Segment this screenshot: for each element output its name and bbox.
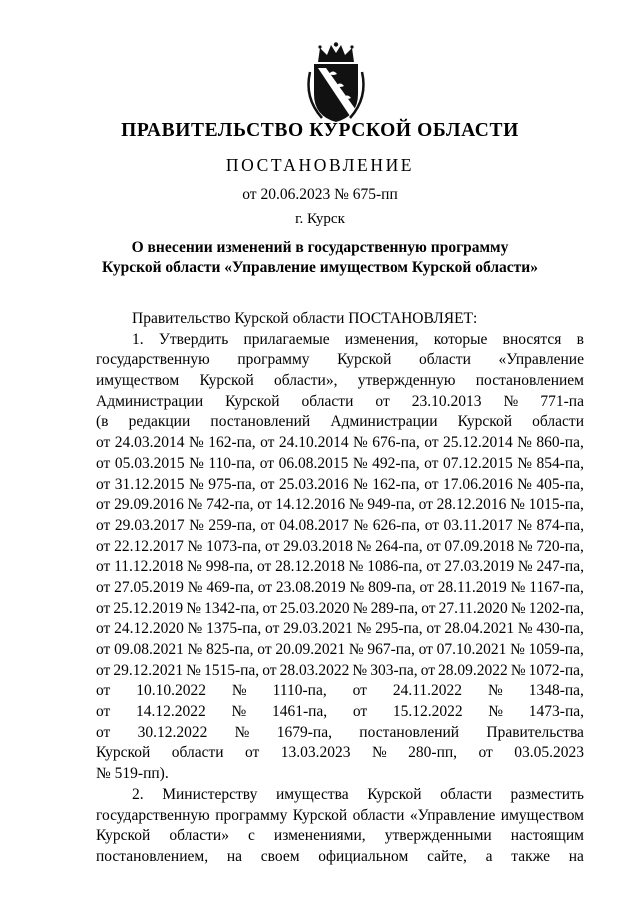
word: 17.06.2016: [442, 475, 513, 493]
word: 29.03.2021: [283, 620, 353, 638]
government-title: ПРАВИТЕЛЬСТВО КУРСКОЙ ОБЛАСТИ: [121, 120, 519, 141]
word: государственную: [96, 806, 210, 824]
word: №: [348, 558, 364, 576]
word: №: [488, 703, 504, 721]
word: Правительства: [486, 723, 584, 741]
word: с: [247, 827, 255, 845]
word: также: [511, 847, 551, 865]
word: №: [187, 496, 203, 514]
word: от: [96, 537, 111, 555]
word: 05.03.2015: [114, 454, 185, 472]
word: прилагаемые: [243, 330, 330, 348]
word: от: [96, 558, 111, 576]
word: от: [96, 620, 111, 638]
word: 1473-па,: [528, 703, 584, 721]
body-text-line: [96, 371, 584, 392]
word: №: [188, 475, 204, 493]
word: (в: [96, 413, 109, 431]
word: программу: [215, 806, 288, 824]
word: 29.03.2017: [114, 516, 185, 534]
word: 28.03.2022: [279, 661, 350, 679]
word: утвержденную: [357, 372, 456, 390]
word: №: [353, 475, 368, 493]
word: №: [510, 496, 525, 514]
word: №: [510, 578, 526, 596]
word: 11.12.2018: [114, 558, 184, 576]
word: 25.12.2019: [113, 599, 184, 617]
body-text-line: [96, 516, 584, 537]
word: 29.09.2016: [114, 496, 184, 514]
word: Курской: [96, 827, 151, 845]
word: от: [96, 723, 111, 741]
body-text-line: [96, 681, 584, 702]
word: от: [419, 578, 434, 596]
word: 25.03.2020: [279, 599, 350, 617]
word: 1086-па,: [367, 558, 423, 576]
word: а: [485, 847, 493, 865]
body-text-line: [96, 392, 584, 413]
word: 825-па,: [206, 641, 254, 658]
word: области: [301, 392, 354, 410]
word: от: [265, 537, 280, 555]
body-text-line: [96, 330, 584, 351]
word: от: [265, 620, 280, 638]
word: №: [188, 434, 204, 452]
word: №: [487, 682, 503, 700]
word: области: [352, 806, 405, 824]
word: от: [256, 558, 272, 576]
word: №: [349, 578, 365, 596]
word: Утвердить: [158, 330, 229, 348]
word: постановлений: [210, 413, 311, 431]
word: Администрации: [330, 413, 438, 431]
word: от: [421, 599, 436, 617]
word: №: [189, 454, 204, 472]
word: 10.10.2022: [136, 682, 206, 700]
word: от: [375, 392, 390, 410]
word: от: [257, 496, 272, 514]
word: 1015-па,: [528, 496, 584, 514]
word: №: [353, 434, 368, 452]
word: настоящим: [510, 827, 584, 845]
body-text-line: [96, 537, 584, 558]
word: от: [96, 475, 111, 493]
word: от: [352, 682, 367, 700]
word: 20.09.2021: [275, 641, 346, 658]
word: 09.08.2021: [114, 641, 184, 658]
word: 264-па,: [375, 537, 423, 555]
word: 2.: [132, 785, 144, 803]
word: от: [259, 454, 275, 472]
word: 28.12.2016: [436, 496, 507, 514]
word: 25.12.2014: [442, 434, 513, 452]
word: 28.12.2018: [275, 558, 345, 576]
word: изменениями,: [273, 827, 366, 845]
word: 874-па,: [536, 516, 584, 534]
word: 854-па,: [536, 454, 584, 472]
body-text-line: [96, 433, 584, 454]
word: утвержденными: [384, 827, 492, 845]
word: 24.12.2020: [114, 620, 184, 638]
word: от: [262, 661, 277, 679]
word: Министерству: [162, 785, 258, 803]
word: 1167-па,: [529, 578, 584, 596]
body-text-line: [96, 599, 584, 620]
word: на: [568, 847, 584, 865]
word: №: [353, 516, 369, 534]
word: №: [352, 661, 368, 679]
word: 24.03.2014: [114, 434, 185, 452]
word: области: [171, 744, 224, 762]
word: Курской: [96, 744, 151, 762]
word: Курской: [199, 372, 254, 390]
word: 1375-па,: [206, 620, 262, 638]
word: 25.03.2016: [278, 475, 349, 493]
body-text-line: [96, 454, 584, 475]
body-text-line: [96, 723, 584, 744]
body-text-line: [96, 806, 584, 827]
word: редакции: [128, 413, 191, 431]
body-text-line: [96, 557, 584, 578]
word: 295-па,: [375, 620, 423, 638]
word: от: [260, 475, 275, 493]
word: №: [517, 620, 533, 638]
word: №: [186, 599, 202, 617]
word: 28.09.2022: [438, 661, 508, 679]
body-text-line: [96, 743, 584, 764]
word: №: [356, 620, 372, 638]
word: №: [517, 537, 533, 555]
word: области»,: [274, 372, 338, 390]
word: от: [478, 744, 493, 762]
subject-line: Курской области «Управление имуществом Курской области»: [102, 259, 538, 276]
word: №: [356, 537, 372, 555]
word: 23.08.2019: [275, 578, 346, 596]
word: 14.12.2016: [275, 496, 346, 514]
word: 430-па,: [536, 620, 584, 638]
word: №: [510, 641, 525, 658]
word: в: [576, 330, 584, 348]
word: 289-па,: [370, 599, 419, 617]
word: от: [96, 599, 111, 617]
word: вносятся: [502, 330, 562, 348]
word: 110-па,: [208, 454, 256, 472]
word: 1342-па,: [204, 599, 260, 617]
word: постановлений: [359, 723, 460, 741]
body-text-line: Правительство Курской области ПОСТАНОВЛЯЕТ:: [132, 310, 478, 327]
word: от: [420, 661, 436, 679]
word: области»: [169, 827, 229, 845]
word: от: [424, 516, 440, 534]
word: №: [348, 641, 364, 658]
word: от: [418, 496, 433, 514]
document-subject: [0, 238, 640, 278]
word: от: [424, 475, 439, 493]
document-city: г. Курск: [295, 211, 345, 227]
word: №: [234, 723, 250, 741]
subject-line: О внесении изменений в государственную программу: [131, 239, 509, 256]
word: от: [257, 641, 272, 658]
word: от: [96, 661, 111, 679]
word: 04.08.2017: [279, 516, 349, 534]
word: 998-па,: [205, 558, 254, 576]
word: 280-пп,: [408, 744, 458, 762]
word: №: [187, 537, 203, 555]
word: 14.12.2022: [136, 703, 206, 721]
word: №: [348, 496, 364, 514]
word: №: [510, 661, 526, 679]
word: 27.11.2020: [438, 599, 508, 617]
word: 949-па,: [367, 496, 415, 514]
word: 15.12.2022: [392, 703, 463, 721]
word: от: [245, 744, 260, 762]
word: от: [96, 641, 111, 658]
word: 259-па,: [208, 516, 256, 534]
word: №: [517, 475, 532, 493]
word: 27.05.2019: [114, 578, 184, 596]
word: 1679-па,: [276, 723, 332, 741]
word: 405-па,: [536, 475, 584, 493]
word: которые: [433, 330, 488, 348]
word: №: [517, 434, 532, 452]
word: от: [96, 578, 111, 596]
body-text-line: [96, 640, 584, 661]
document-type: ПОСТАНОВЛЕНИЕ: [225, 155, 415, 175]
word: от: [96, 703, 111, 721]
word: имущества: [275, 785, 349, 803]
word: 1348-па,: [528, 682, 584, 700]
word: разместить: [510, 785, 584, 803]
word: от: [426, 537, 441, 555]
word: 07.12.2015: [442, 454, 513, 472]
word: своем: [260, 847, 300, 865]
word: 23.10.2013: [411, 392, 482, 410]
word: от: [426, 620, 441, 638]
word: 1202-па,: [528, 599, 584, 617]
word: государственную: [96, 351, 210, 369]
word: 27.03.2019: [444, 558, 515, 576]
word: Курской: [292, 806, 348, 824]
body-text-line: [96, 350, 584, 371]
word: от: [260, 516, 275, 534]
word: №: [517, 558, 533, 576]
word: №: [352, 599, 368, 617]
word: 1461-па,: [271, 703, 328, 721]
document-date-number: от 20.06.2023 № 675-пп: [242, 186, 398, 203]
word: 24.10.2014: [278, 434, 349, 452]
word: 1072-па,: [528, 661, 584, 679]
word: от: [418, 641, 433, 658]
word: 1.: [132, 330, 144, 348]
word: 03.11.2017: [443, 516, 513, 534]
word: от: [260, 434, 275, 452]
word: на: [226, 847, 243, 865]
word: от: [96, 516, 111, 534]
word: 771-па: [540, 392, 584, 410]
word: 162-па,: [372, 475, 420, 493]
word: 860-па,: [536, 434, 584, 452]
word: 13.03.2023: [280, 744, 351, 762]
body-text-line: [96, 847, 584, 868]
word: №: [231, 703, 247, 721]
word: №: [503, 392, 519, 410]
word: №: [510, 599, 526, 617]
word: 742-па,: [206, 496, 254, 514]
word: №: [189, 516, 204, 534]
word: 676-па,: [372, 434, 420, 452]
word: официальном: [318, 847, 409, 865]
word: имуществом: [500, 806, 584, 824]
word: от: [96, 682, 111, 700]
word: 07.09.2018: [444, 537, 515, 555]
word: 1073-па,: [206, 537, 262, 555]
word: 28.04.2021: [444, 620, 515, 638]
word: Курской: [337, 351, 392, 369]
word: 31.12.2015: [114, 475, 185, 493]
word: 28.11.2019: [437, 578, 507, 596]
body-text-line: [96, 619, 584, 640]
word: 247-па,: [536, 558, 584, 576]
word: изменения,: [344, 330, 419, 348]
word: 469-па,: [206, 578, 254, 596]
word: №: [517, 454, 532, 472]
word: 162-па,: [208, 434, 256, 452]
body-text-line: [96, 702, 584, 723]
word: постановлением: [475, 372, 584, 390]
word: Курской: [225, 392, 280, 410]
word: №: [517, 516, 532, 534]
body-text-line: [96, 785, 584, 806]
word: области: [440, 785, 492, 803]
body-text-line: [96, 826, 584, 847]
word: 03.05.2023: [514, 744, 584, 762]
word: области: [419, 351, 471, 369]
kursk-coat-of-arms-icon: [296, 42, 376, 124]
word: Курской: [457, 413, 513, 431]
word: от: [96, 454, 111, 472]
body-text-line: [96, 578, 584, 599]
word: №: [187, 578, 203, 596]
word: от: [426, 558, 441, 576]
word: «Управление: [498, 351, 584, 369]
word: 967-па,: [367, 641, 415, 658]
word: от: [424, 434, 439, 452]
word: 492-па,: [372, 454, 420, 472]
word: №: [186, 661, 201, 679]
word: 809-па,: [368, 578, 416, 596]
word: 29.12.2021: [113, 661, 184, 679]
word: от: [257, 578, 273, 596]
document-body: [96, 309, 584, 868]
word: №: [371, 744, 387, 762]
word: 1515-па,: [203, 661, 260, 679]
body-text-line: [96, 661, 584, 682]
word: 1110-па,: [272, 682, 327, 700]
word: от: [424, 454, 439, 472]
word: №: [231, 682, 247, 700]
word: постановлением,: [96, 847, 209, 865]
word: №: [187, 620, 203, 638]
word: от: [352, 703, 368, 721]
body-text-line: [96, 412, 584, 433]
word: от: [96, 496, 111, 514]
word: 30.12.2022: [137, 723, 208, 741]
word: Администрации: [96, 392, 204, 410]
word: 626-па,: [372, 516, 421, 534]
word: 975-па,: [208, 475, 256, 493]
word: 303-па,: [370, 661, 418, 679]
body-text-line: [96, 495, 584, 516]
word: программу: [237, 351, 310, 369]
word: 24.11.2022: [392, 682, 463, 700]
word: 22.12.2017: [114, 537, 184, 555]
word: области: [532, 413, 584, 431]
word: №: [352, 454, 368, 472]
word: №: [187, 641, 203, 658]
word: «Управление: [409, 806, 496, 824]
word: от: [96, 434, 111, 452]
word: 29.03.2018: [283, 537, 353, 555]
word: 1059-па,: [528, 641, 584, 658]
word: 06.08.2015: [278, 454, 349, 472]
word: имуществом: [96, 372, 180, 390]
word: 07.10.2021: [436, 641, 507, 658]
body-text-line: № 519-пп).: [96, 765, 169, 783]
word: сайте,: [427, 847, 467, 865]
word: Курской: [367, 785, 422, 803]
word: 720-па,: [536, 537, 584, 555]
word: №: [187, 558, 202, 576]
body-text-line: [96, 475, 584, 496]
word: от: [262, 599, 277, 617]
